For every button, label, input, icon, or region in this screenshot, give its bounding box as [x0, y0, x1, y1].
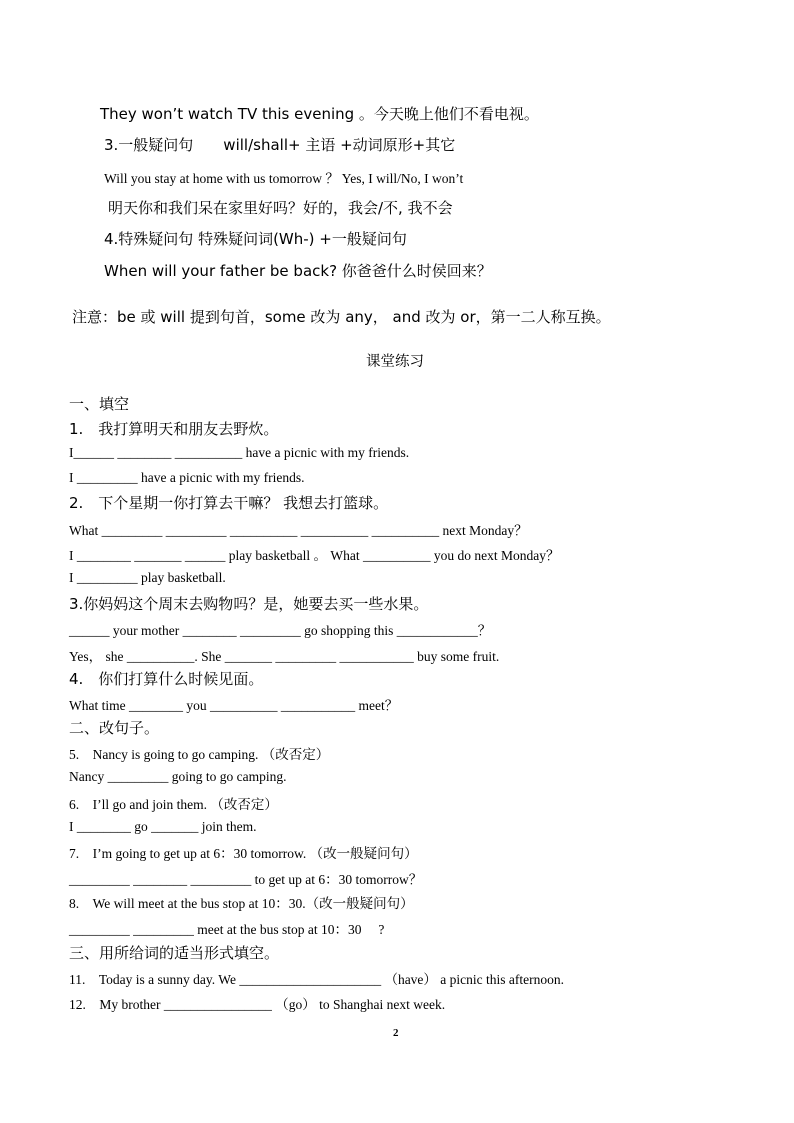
- practice-title: 课堂练习: [366, 354, 424, 370]
- grammar-yes-no-example-en: Will you stay at home with us tomorrow ？ Yes, I will/No, I won’t: [104, 171, 464, 186]
- question-3-line-a: ______ your mother ________ _________ go shopping this ____________？: [69, 623, 492, 638]
- question-4-prompt: 4. 你们打算什么时候见面。: [69, 670, 264, 688]
- section-heading-fill-in: 一、填空: [69, 395, 130, 413]
- question-5-prompt: 5. Nancy is going to go camping. （改否定）: [69, 747, 330, 762]
- grammar-note: 注意：be 或 will 提到句首，some 改为 any， and 改为 or，第一二人称互换。: [72, 308, 611, 326]
- grammar-yes-no-rule: 3.一般疑问句 will/shall+ 主语 +动词原形+其它: [104, 136, 456, 154]
- question-6-line-a: I ________ go _______ join them.: [69, 819, 257, 834]
- question-12: 12. My brother ________________ （go） to Shanghai next week.: [69, 997, 446, 1012]
- grammar-yes-no-example-cn: 明天你和我们呆在家里好吗？好的，我会/不, 我不会: [108, 199, 453, 217]
- question-1-line-b: I _________ have a picnic with my friends.: [69, 470, 305, 485]
- grammar-negative-example: They won’t watch TV this evening 。今天晚上他们不看电视。: [100, 105, 539, 123]
- question-5-line-a: Nancy _________ going to go camping.: [69, 769, 287, 784]
- question-1-prompt: 1. 我打算明天和朋友去野炊。: [69, 420, 279, 438]
- grammar-wh-rule: 4.特殊疑问句 特殊疑问词(Wh-) +一般疑问句: [104, 230, 407, 248]
- question-8-line-a: _________ _________ meet at the bus stop at 10：30 ?: [69, 922, 385, 937]
- question-7-line-a: _________ ________ _________ to get up at 6：30 tomorrow？: [69, 872, 423, 887]
- question-11: 11. Today is a sunny day. We _____________________ （have） a picnic this afternoon.: [69, 972, 565, 987]
- question-7-prompt: 7. I’m going to get up at 6：30 tomorrow. （改一般疑问句）: [69, 846, 418, 861]
- question-3-line-b: Yes， she __________. She _______ _________ ___________ buy some fruit.: [69, 649, 500, 664]
- question-6-prompt: 6. I’ll go and join them. （改否定）: [69, 797, 278, 812]
- question-2-prompt: 2. 下个星期一你打算去干嘛？ 我想去打篮球。: [69, 494, 389, 512]
- question-2-line-a: What _________ _________ __________ __________ __________ next Monday？: [69, 523, 528, 538]
- section-heading-rewrite: 二、改句子。: [69, 719, 160, 737]
- question-2-line-c: I _________ play basketball.: [69, 570, 226, 585]
- page-number: 2: [393, 1027, 399, 1039]
- grammar-wh-example: When will your father be back? 你爸爸什么时侯回来？: [104, 262, 492, 280]
- question-8-prompt: 8. We will meet at the bus stop at 10：30.（改一般疑问句）: [69, 896, 414, 911]
- question-4-line-a: What time ________ you __________ ___________ meet？: [69, 698, 399, 713]
- question-3-prompt: 3.你妈妈这个周末去购物吗？是，她要去买一些水果。: [69, 595, 429, 613]
- question-2-line-b: I ________ _______ ______ play basketball 。 What __________ you do next Monday？: [69, 548, 560, 563]
- section-heading-verb-forms: 三、用所给词的适当形式填空。: [69, 944, 280, 962]
- question-1-line-a: I______ ________ __________ have a picnic with my friends.: [69, 445, 410, 460]
